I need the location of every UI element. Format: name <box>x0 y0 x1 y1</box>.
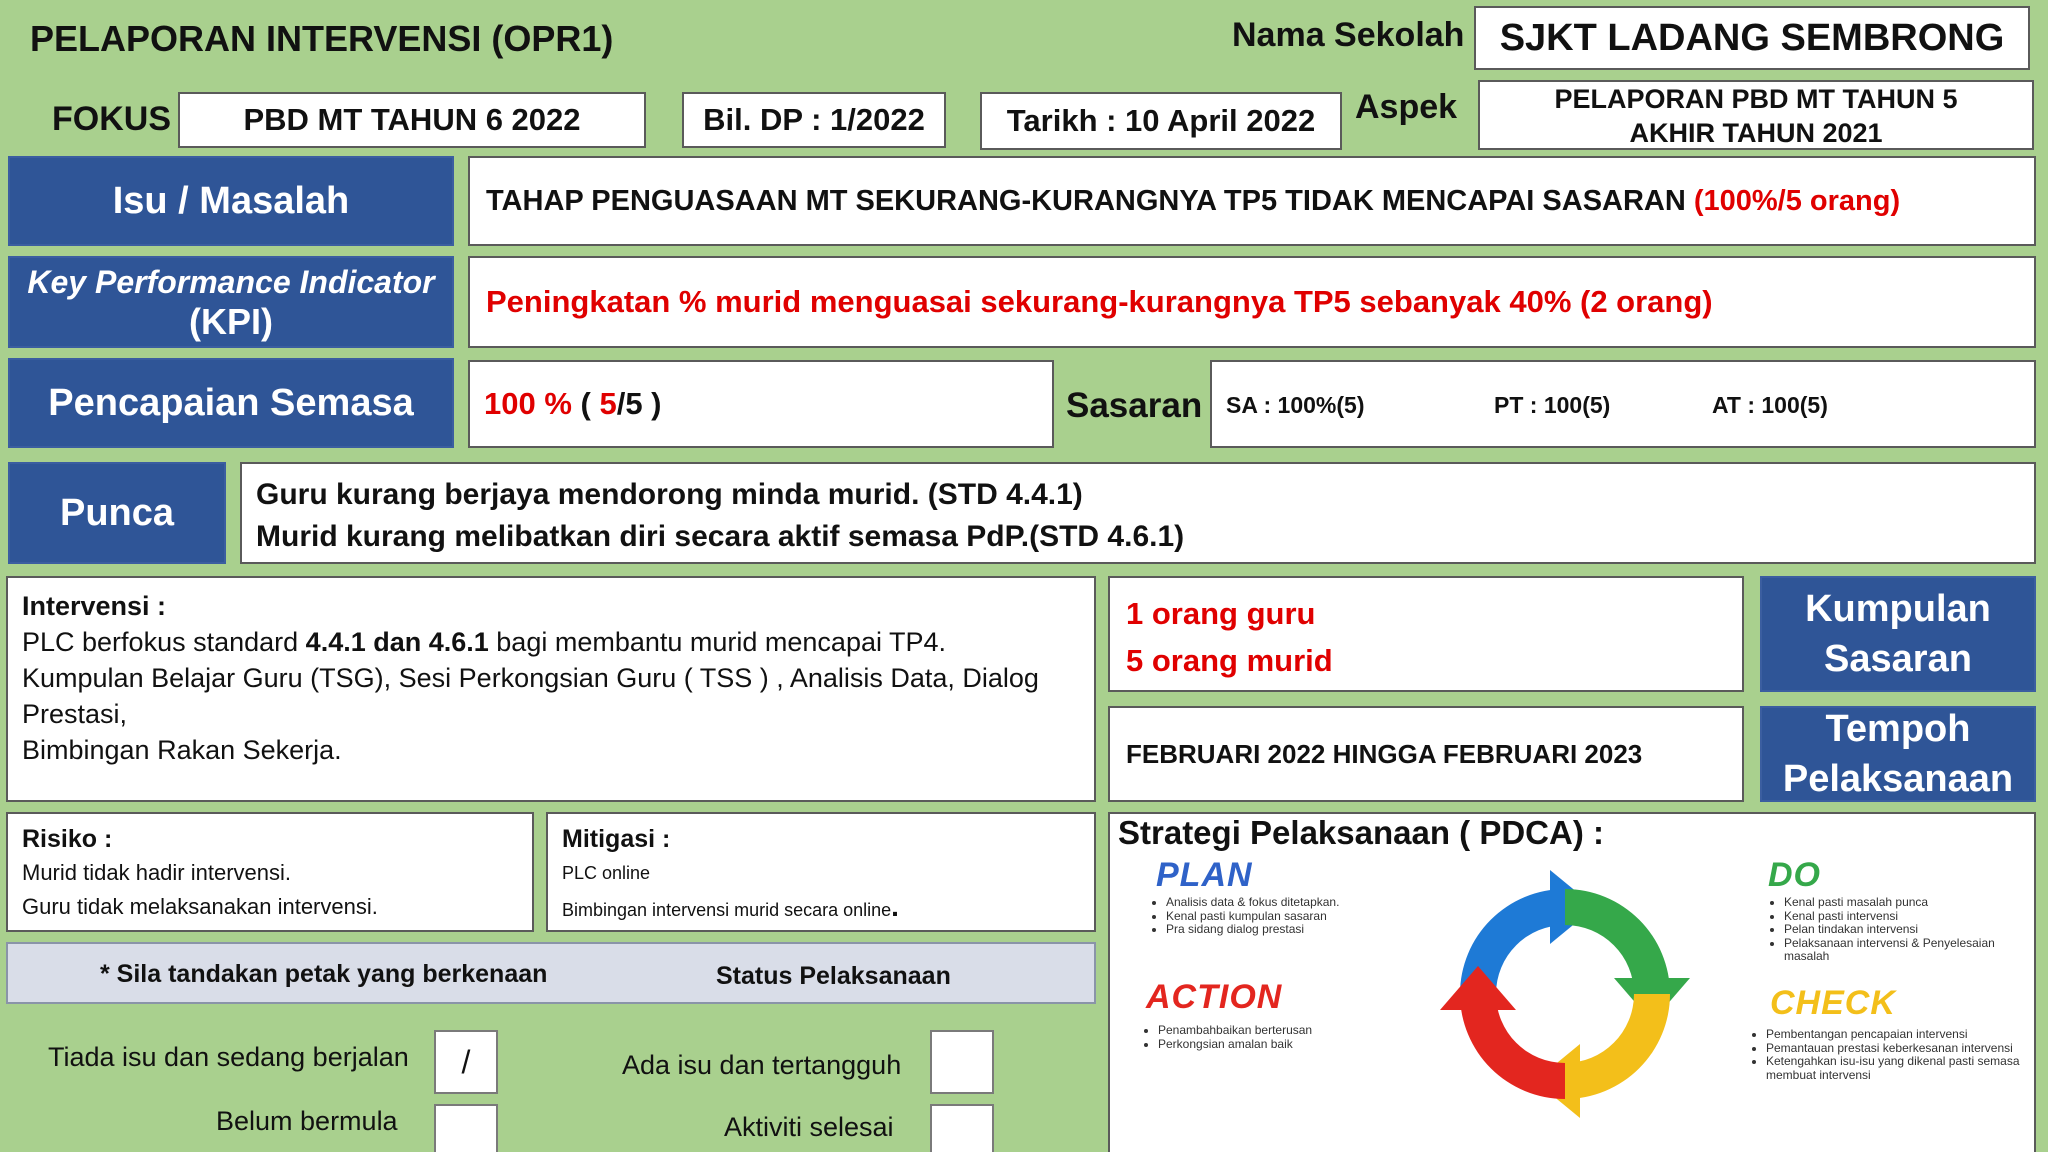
risiko-box <box>6 812 534 932</box>
pdca-check-item: • Pembentangan pencapaian intervensi <box>1766 1028 2024 1042</box>
pdca-do-label: DO <box>1768 856 1821 894</box>
kpi-label-line-1: Key Performance Indicator <box>27 264 435 300</box>
kumpulan-label-line-2: Sasaran <box>1824 638 1972 680</box>
status-heading: Status Pelaksanaan <box>716 962 951 990</box>
tempoh-label-line-1: Tempoh <box>1825 708 1971 750</box>
isu-label: Isu / Masalah <box>8 156 454 246</box>
pdca-do-item: • Kenal pasti intervensi <box>1784 910 2012 924</box>
status-opt2-label: Ada isu dan tertangguh <box>622 1050 902 1080</box>
pdca-cycle-graphic <box>1380 858 1750 1130</box>
tempoh-label-line-2: Pelaksanaan <box>1782 758 2014 800</box>
status-header <box>6 942 1096 1004</box>
pdca-do-item: • Pelaksanaan intervensi & Penyelesaian masalah <box>1784 937 2012 964</box>
isu-box <box>468 156 2036 246</box>
sasaran-label: Sasaran <box>1066 386 1203 425</box>
cycle-arrow-red <box>1440 966 1565 1099</box>
page-title: PELAPORAN INTERVENSI (OPR1) <box>30 18 614 59</box>
sasaran-box <box>1210 360 2036 448</box>
pdca-plan-item: • Pra sidang dialog prestasi <box>1166 923 1444 937</box>
pdca-plan-item: • Kenal pasti kumpulan sasaran <box>1166 910 1444 924</box>
kumpulan-label <box>1760 576 2036 692</box>
pdca-title: Strategi Pelaksanaan ( PDCA) : <box>1118 814 1604 851</box>
pdca-check-item: • Ketengahkan isu-isu yang dikenal pasti semasa membuat intervensi <box>1766 1055 2024 1082</box>
pdca-panel <box>1108 812 2036 1152</box>
intervensi-line-2: Kumpulan Belajar Guru (TSG), Sesi Perkongsian Guru ( TSS ) , Analisis Data, Dialog Prestasi, <box>22 663 1039 729</box>
mitigasi-line-2 <box>562 890 1080 927</box>
pdca-do-item: • Pelan tindakan intervensi <box>1784 923 2012 937</box>
sasaran-sa: SA : 100%(5) <box>1226 392 1365 418</box>
punca-label: Punca <box>8 462 226 564</box>
status-opt1-label: Tiada isu dan sedang berjalan <box>48 1042 409 1072</box>
aspek-label: Aspek <box>1355 88 1458 126</box>
bil-dp: Bil. DP : 1/2022 <box>682 92 946 148</box>
status-opt4-checkbox[interactable] <box>930 1104 994 1152</box>
pdca-action-item: • Perkongsian amalan baik <box>1158 1038 1416 1052</box>
risiko-line-2: Guru tidak melaksanakan intervensi. <box>22 894 378 919</box>
mitigasi-line-2-text: Bimbingan intervensi murid secara online <box>562 900 892 920</box>
pdca-check-list <box>1744 1028 2024 1082</box>
kumpulan-box <box>1108 576 1744 692</box>
pencapaian-pct: 100 % <box>484 386 572 421</box>
intervensi-box <box>6 576 1096 802</box>
kpi-text: Peningkatan % murid menguasai sekurang-kurangnya TP5 sebanyak 40% (2 orang) <box>468 256 2036 348</box>
cycle-arrow-yellow <box>1535 994 1670 1118</box>
status-opt3-label: Belum bermula <box>216 1106 398 1136</box>
pencapaian-rest: /5 ) <box>616 386 662 421</box>
mitigasi-box <box>546 812 1096 932</box>
risiko-line-1: Murid tidak hadir intervensi. <box>22 860 292 885</box>
mitigasi-title: Mitigasi : <box>562 825 671 853</box>
tarikh: Tarikh : 10 April 2022 <box>980 92 1342 150</box>
kumpulan-murid: 5 orang murid <box>1126 643 1333 678</box>
kumpulan-label-line-1: Kumpulan <box>1805 588 1991 630</box>
aspek-value <box>1478 80 2034 150</box>
pdca-plan-label: PLAN <box>1156 856 1253 894</box>
pdca-check-label: CHECK <box>1770 984 1896 1022</box>
pencapaian-open: ( <box>571 386 600 421</box>
fokus-label: FOKUS <box>52 100 171 138</box>
mitigasi-line-1: PLC online <box>562 863 651 883</box>
status-opt1-checkbox[interactable] <box>434 1030 498 1094</box>
pencapaian-label: Pencapaian Semasa <box>8 358 454 448</box>
isu-text: TAHAP PENGUASAAN MT SEKURANG-KURANGNYA TP5 TIDAK MENCAPAI SASARAN <box>486 184 1686 217</box>
intervensi-line-1a: PLC berfokus standard <box>22 627 306 657</box>
aspek-line-2: AKHIR TAHUN 2021 <box>1629 118 1883 148</box>
cycle-arrow-green <box>1565 889 1690 1022</box>
pdca-action-label: ACTION <box>1146 978 1283 1016</box>
tempoh-label <box>1760 706 2036 802</box>
punca-box <box>240 462 2036 564</box>
sasaran-at: AT : 100(5) <box>1712 392 1828 418</box>
pdca-check-item: • Pemantauan prestasi keberkesanan intervensi <box>1766 1042 2024 1056</box>
mitigasi-dot: . <box>891 891 899 922</box>
pdca-do-list <box>1762 896 2012 964</box>
school-name: SJKT LADANG SEMBRONG <box>1474 6 2030 70</box>
intervensi-line-1b: 4.4.1 dan 4.6.1 <box>305 627 489 657</box>
intervensi-title: Intervensi : <box>22 591 167 621</box>
status-opt1-mark: / <box>461 1043 471 1080</box>
risiko-title: Risiko : <box>22 825 113 853</box>
intervensi-line-1c: bagi membantu murid mencapai TP4. <box>488 627 947 657</box>
pdca-action-list <box>1136 1024 1416 1051</box>
kumpulan-guru: 1 orang guru <box>1126 596 1316 631</box>
fokus-value: PBD MT TAHUN 6 2022 <box>178 92 646 148</box>
pencapaian-box <box>468 360 1054 448</box>
punca-line-2: Murid kurang melibatkan diri secara aktif semasa PdP.(STD 4.6.1) <box>256 520 1185 553</box>
sasaran-pt: PT : 100(5) <box>1494 392 1611 418</box>
status-opt3-checkbox[interactable] <box>434 1104 498 1152</box>
pdca-plan-item: • Analisis data & fokus ditetapkan. <box>1166 896 1444 910</box>
intervensi-line-1 <box>22 624 1080 660</box>
pdca-do-item: • Kenal pasti masalah punca <box>1784 896 2012 910</box>
aspek-line-1: PELAPORAN PBD MT TAHUN 5 <box>1554 84 1958 114</box>
status-opt4-label: Aktiviti selesai <box>724 1112 894 1142</box>
pencapaian-num: 5 <box>599 386 617 421</box>
intervensi-line-3: Bimbingan Rakan Sekerja. <box>22 735 342 765</box>
status-opt2-checkbox[interactable] <box>930 1030 994 1094</box>
isu-highlight: (100%/5 orang) <box>1693 184 1901 217</box>
kpi-label <box>8 256 454 348</box>
status-note: * Sila tandakan petak yang berkenaan <box>100 960 548 988</box>
pdca-action-item: • Penambahbaikan berterusan <box>1158 1024 1416 1038</box>
kpi-label-line-2: (KPI) <box>189 301 273 342</box>
tempoh-value: FEBRUARI 2022 HINGGA FEBRUARI 2023 <box>1108 706 1744 802</box>
punca-line-1: Guru kurang berjaya mendorong minda murid. (STD 4.4.1) <box>256 478 1083 511</box>
school-label: Nama Sekolah <box>1232 16 1465 54</box>
